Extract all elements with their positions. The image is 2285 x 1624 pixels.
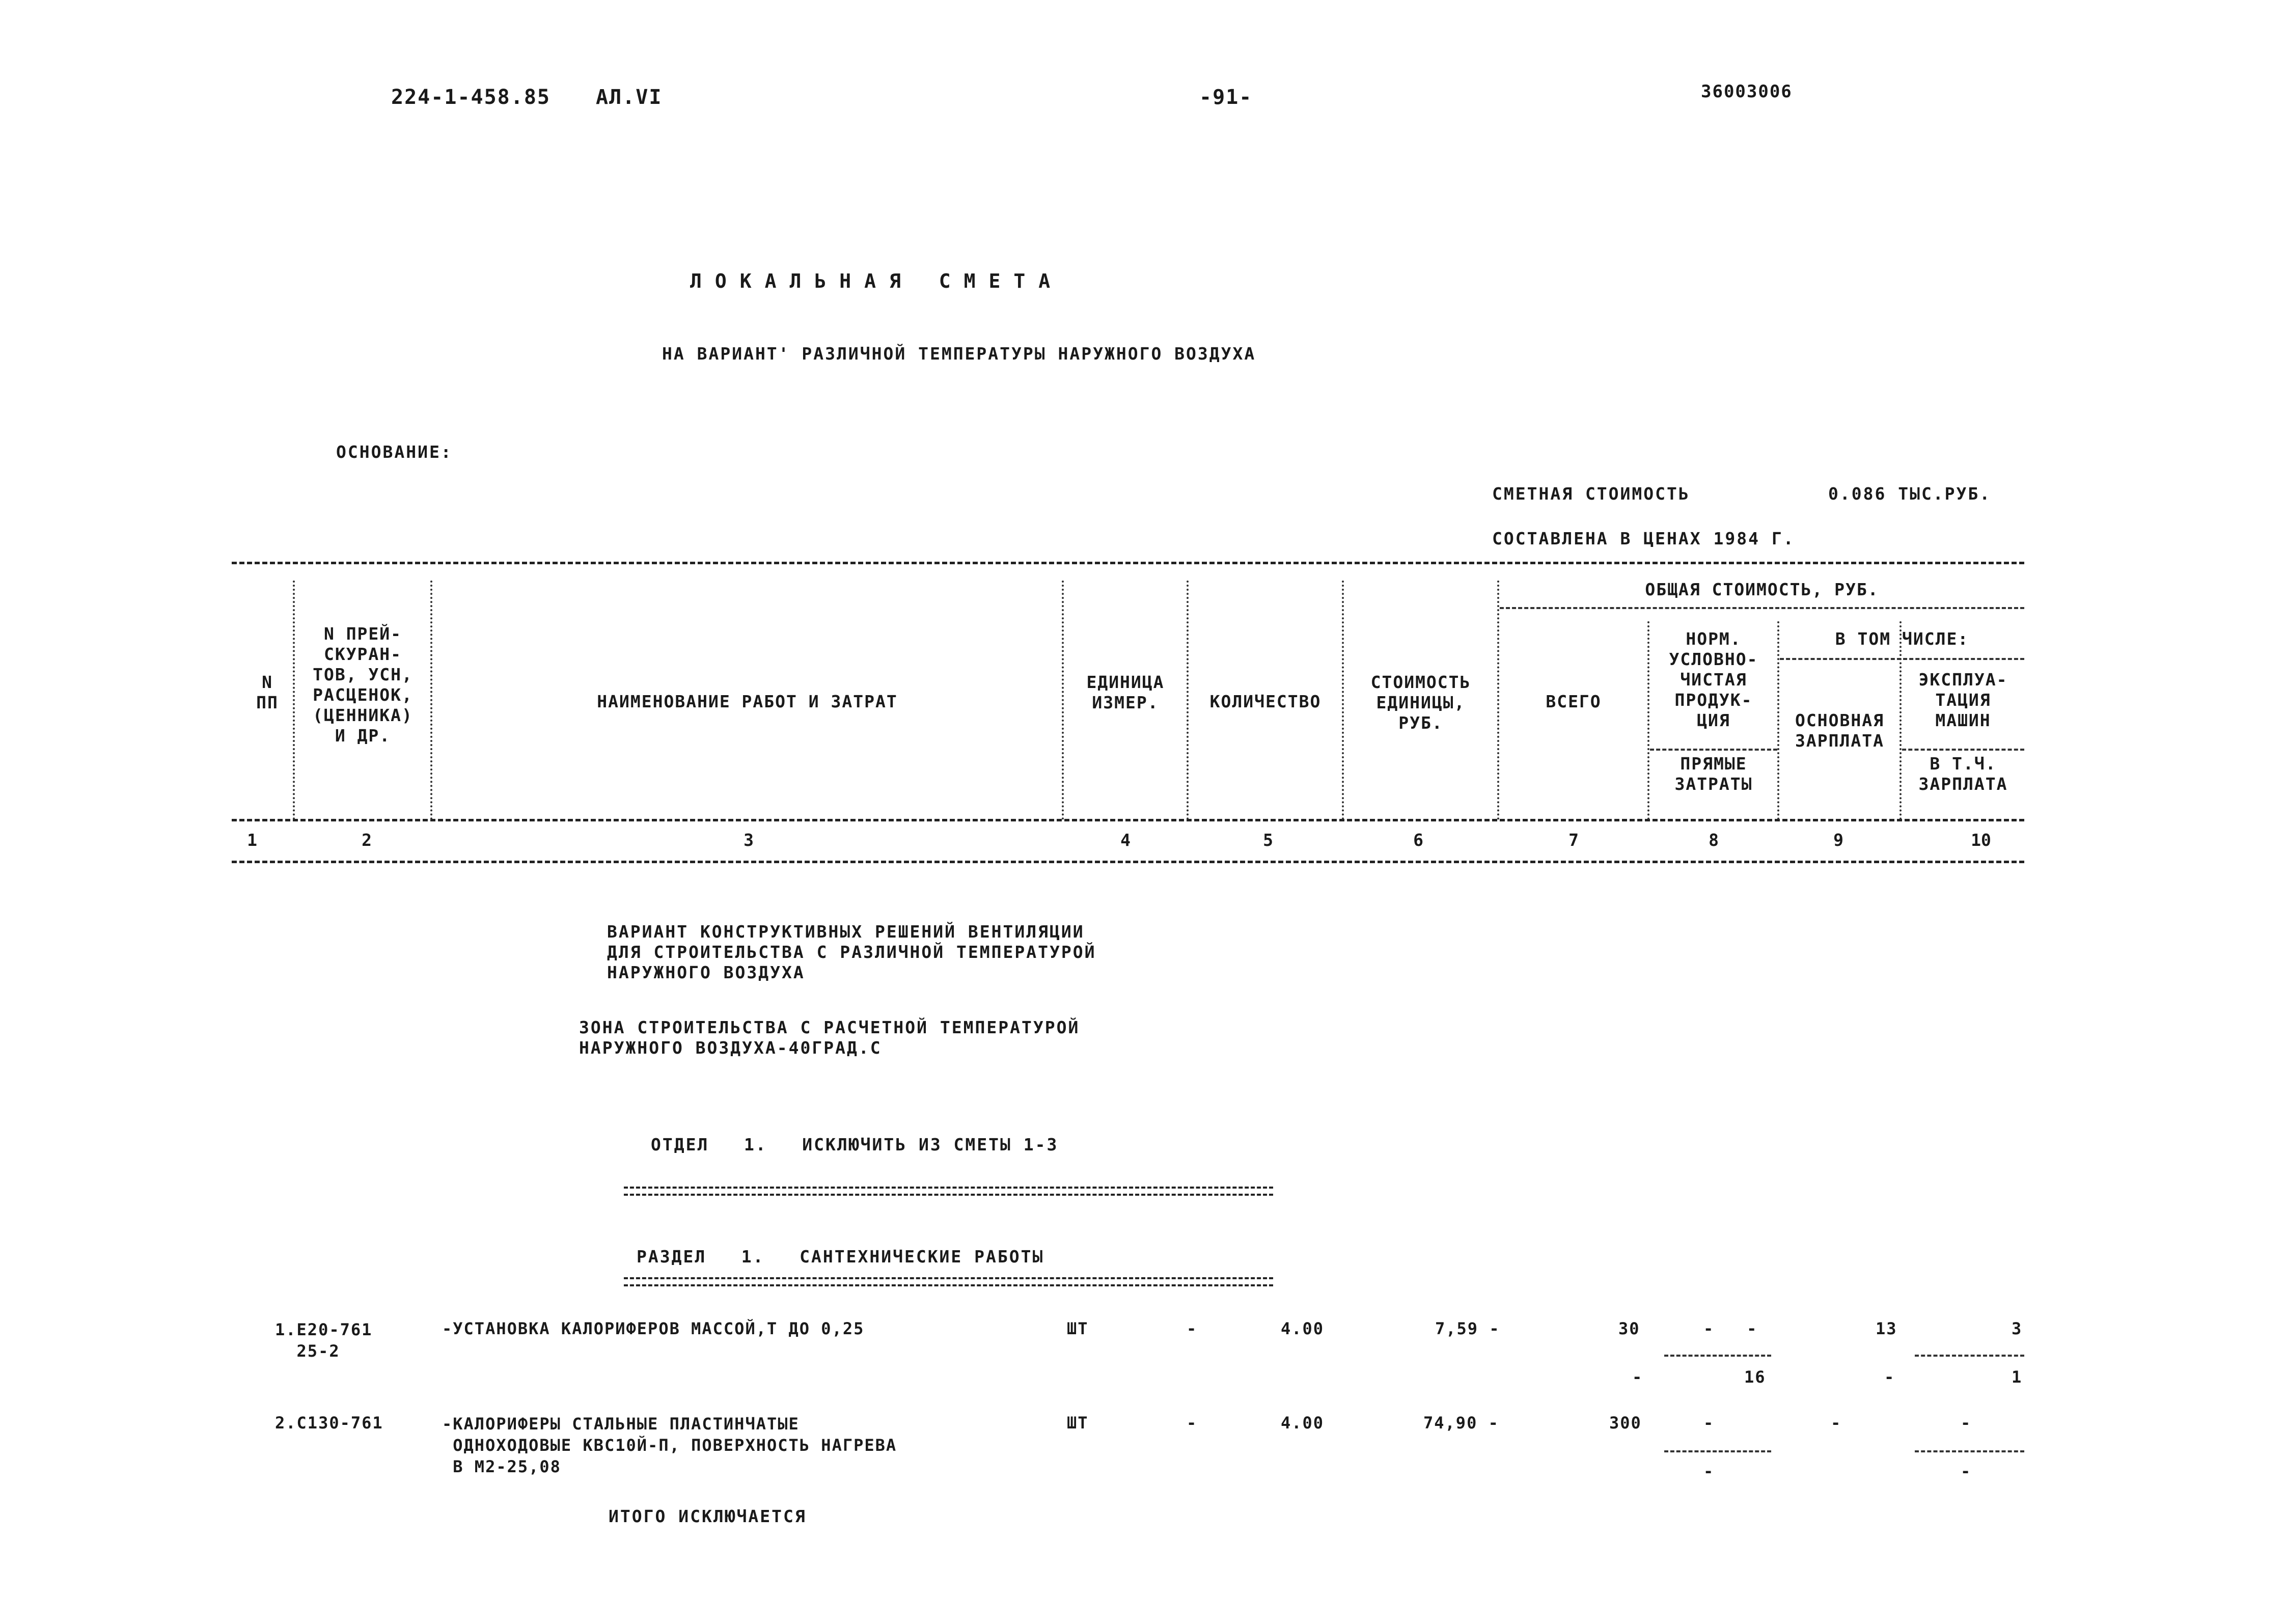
row-dash: - bbox=[1187, 1319, 1198, 1338]
c10-rule bbox=[1902, 749, 2024, 751]
col-header-machines: ЭКСПЛУА- ТАЦИЯ МАШИН bbox=[1918, 670, 2008, 730]
col-header-works: НАИМЕНОВАНИЕ РАБОТ И ЗАТРАТ bbox=[597, 692, 898, 711]
row-sub-rule bbox=[1664, 1355, 1771, 1357]
table-bottom-rule bbox=[232, 861, 2024, 863]
estimate-cost-value: 0.086 ТЫС.РУБ. bbox=[1828, 484, 1992, 504]
col-sep bbox=[1062, 581, 1064, 820]
row-price: 74,90 - bbox=[1423, 1413, 1499, 1433]
col-header-total: ВСЕГО bbox=[1546, 692, 1602, 711]
row-unit: ШТ bbox=[1067, 1319, 1089, 1338]
row-dash: - bbox=[1187, 1413, 1198, 1433]
row-sub-rule bbox=[1915, 1355, 2024, 1357]
col-number: 7 bbox=[1568, 830, 1579, 850]
col-number: 4 bbox=[1120, 830, 1131, 850]
col-header-num: N ПП bbox=[256, 672, 279, 712]
section-heading: РАЗДЕЛ 1. САНТЕХНИЧЕСКИЕ РАБОТЫ bbox=[637, 1247, 1044, 1267]
row-price: 7,59 - bbox=[1435, 1319, 1500, 1338]
row-machines: - bbox=[1961, 1413, 1972, 1433]
col-header-price-list: N ПРЕЙ- СКУРАН- ТОВ, УСН, РАСЦЕНОК, (ЦЕННИКА) И ДР. bbox=[313, 624, 413, 746]
basis-label: ОСНОВАНИЕ: bbox=[336, 442, 453, 462]
col-number: 10 bbox=[1971, 830, 1991, 850]
group-rule bbox=[1500, 607, 2024, 609]
col-number: 6 bbox=[1413, 830, 1423, 850]
col-header-machines-salary: В Т.Ч. ЗАРПЛАТА bbox=[1918, 754, 2008, 794]
estimate-cost-label: СМЕТНАЯ СТОИМОСТЬ bbox=[1492, 484, 1690, 504]
c8-rule bbox=[1650, 749, 1777, 751]
footer-note: ИТОГО ИСКЛЮЧАЕТСЯ bbox=[609, 1506, 807, 1526]
row-total: 30 bbox=[1618, 1319, 1640, 1338]
row-code: 2.С130-761 bbox=[275, 1413, 383, 1433]
row-code: 1.Е20-761 25-2 bbox=[275, 1320, 373, 1361]
row-sub-rule bbox=[1664, 1450, 1771, 1452]
row-machines-salary: 1 bbox=[2012, 1367, 2023, 1387]
doc-code: 224-1-458.85 bbox=[391, 86, 550, 109]
col-number: 9 bbox=[1833, 830, 1843, 850]
col-sep bbox=[1187, 581, 1189, 820]
department-heading: ОТДЕЛ 1. ИСКЛЮЧИТЬ ИЗ СМЕТЫ 1-3 bbox=[651, 1135, 1059, 1154]
section-underline bbox=[624, 1277, 1273, 1286]
col-header-direct: ПРЯМЫЕ ЗАТРАТЫ bbox=[1674, 754, 1753, 794]
row-salary: 13 bbox=[1876, 1319, 1897, 1338]
row-qty: 4.00 bbox=[1281, 1413, 1325, 1433]
row-name: -КАЛОРИФЕРЫ СТАЛЬНЫЕ ПЛАСТИНЧАТЫЕ ОДНОХОДОВЫЕ КВС10Й-П, ПОВЕРХНОСТЬ НАГРЕВА В М2-25,08 bbox=[442, 1414, 897, 1476]
department-underline bbox=[624, 1187, 1273, 1196]
col-sep bbox=[1647, 621, 1649, 820]
page-title: ЛОКАЛЬНАЯ СМЕТА bbox=[690, 270, 1064, 292]
row-norm: - bbox=[1703, 1413, 1715, 1433]
col-sep bbox=[1342, 581, 1344, 820]
col-sep bbox=[1497, 581, 1499, 820]
album-label: АЛ.VI bbox=[596, 86, 663, 109]
col-header-total-group: ОБЩАЯ СТОИМОСТЬ, РУБ. bbox=[1645, 580, 1879, 599]
row-norm: - - bbox=[1703, 1319, 1758, 1338]
col-sep bbox=[1777, 621, 1779, 820]
col-header-incl: В ТОМ ЧИСЛЕ: bbox=[1835, 629, 1969, 649]
table-top-rule bbox=[232, 562, 2024, 564]
row-total: 300 bbox=[1609, 1413, 1642, 1433]
col-sep bbox=[430, 581, 432, 820]
col-header-salary: ОСНОВНАЯ ЗАРПЛАТА bbox=[1795, 710, 1884, 751]
prices-note: СОСТАВЛЕНА В ЦЕНАХ 1984 Г. bbox=[1492, 529, 1795, 548]
col-number: 8 bbox=[1709, 830, 1719, 850]
col-header-norm: НОРМ. УСЛОВНО- ЧИСТАЯ ПРОДУК- ЦИЯ bbox=[1669, 629, 1758, 730]
row-salary: - bbox=[1831, 1413, 1842, 1433]
col-header-unit: ЕДИНИЦА ИЗМЕР. bbox=[1086, 672, 1165, 712]
col-number: 1 bbox=[247, 830, 257, 850]
col-number: 3 bbox=[744, 830, 754, 850]
page-number: -91- bbox=[1199, 86, 1253, 109]
doc-number: 36003006 bbox=[1701, 81, 1793, 102]
row-unit: ШТ bbox=[1067, 1413, 1089, 1433]
variant-text: ВАРИАНТ КОНСТРУКТИВНЫХ РЕШЕНИЙ ВЕНТИЛЯЦИИ ДЛЯ СТРОИТЕЛЬСТВА С РАЗЛИЧНОЙ ТЕМПЕРАТУРОЙ НАРУЖНОГО ВОЗДУХА bbox=[607, 922, 1096, 982]
row-salary-sub: - bbox=[1884, 1367, 1895, 1387]
row-qty: 4.00 bbox=[1281, 1319, 1325, 1338]
table-header-rule bbox=[232, 819, 2024, 821]
row-sub-rule bbox=[1915, 1450, 2024, 1452]
incl-rule bbox=[1780, 658, 2024, 660]
col-sep bbox=[1899, 621, 1902, 820]
col-header-unit-price: СТОИМОСТЬ ЕДИНИЦЫ, РУБ. bbox=[1370, 672, 1471, 733]
row-direct: 16 bbox=[1744, 1367, 1766, 1387]
page-subtitle: НА ВАРИАНТ' РАЗЛИЧНОЙ ТЕМПЕРАТУРЫ НАРУЖНОГО ВОЗДУХА bbox=[662, 344, 1256, 364]
zone-text: ЗОНА СТРОИТЕЛЬСТВА С РАСЧЕТНОЙ ТЕМПЕРАТУРОЙ НАРУЖНОГО ВОЗДУХА-40ГРАД.С bbox=[579, 1017, 1080, 1058]
col-number: 5 bbox=[1263, 830, 1273, 850]
col-number: 2 bbox=[362, 830, 372, 850]
row-name: -УСТАНОВКА КАЛОРИФЕРОВ МАССОЙ,Т ДО 0,25 bbox=[442, 1319, 865, 1338]
row-direct: - bbox=[1703, 1462, 1715, 1481]
col-header-qty: КОЛИЧЕСТВО bbox=[1209, 692, 1322, 711]
row-machines-salary: - bbox=[1961, 1462, 1972, 1481]
row-machines: 3 bbox=[2012, 1319, 2023, 1338]
row-direct-pre: - bbox=[1632, 1367, 1643, 1387]
